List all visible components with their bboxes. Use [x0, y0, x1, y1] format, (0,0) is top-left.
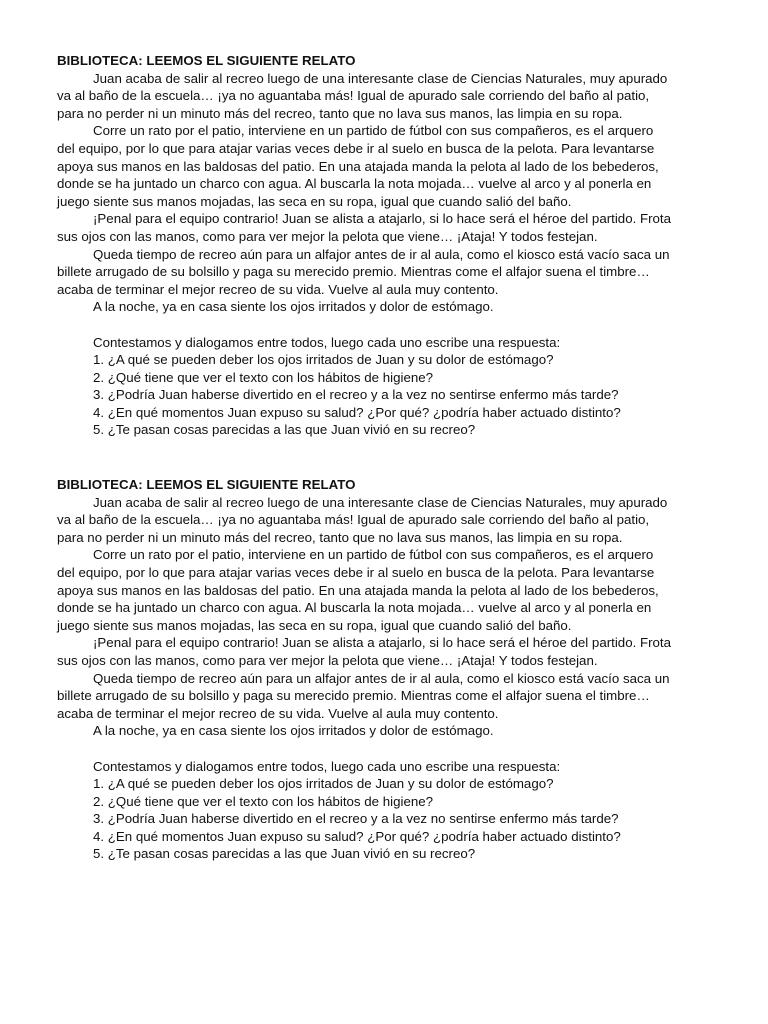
section-title: BIBLIOTECA: LEEMOS EL SIGUIENTE RELATO [57, 53, 356, 68]
question-item: 3. ¿Podría Juan haberse divertido en el recreo y a la vez no sentirse enfermo más tarde? [93, 387, 619, 403]
story-line: para no perder ni un minuto más del recreo, tanto que no lava sus manos, las limpia en su ropa. [57, 105, 623, 121]
question-item: 2. ¿Qué tiene que ver el texto con los hábitos de higiene? [93, 369, 434, 385]
story-line: apoya sus manos en las baldosas del patio. En una atajada manda la pelota al lado de los bebederos, [57, 158, 659, 174]
story-line: A la noche, ya en casa siente los ojos irritados y dolor de estómago. [93, 723, 494, 739]
question-item: 5. ¿Te pasan cosas parecidas a las que Juan vivió en su recreo? [93, 422, 476, 438]
story-line: ¡Penal para el equipo contrario! Juan se alista a atajarlo, si lo hace será el héroe del partido. Frota [93, 635, 672, 651]
story-paragraph [57, 70, 717, 123]
question-item: 5. ¿Te pasan cosas parecidas a las que Juan vivió en su recreo? [93, 846, 476, 862]
story-line: juego siente sus manos mojadas, las seca en su ropa, igual que cuando salió del baño. [57, 617, 572, 633]
story-line: para no perder ni un minuto más del recreo, tanto que no lava sus manos, las limpia en su ropa. [57, 529, 623, 545]
story-line: sus ojos con las manos, como para ver mejor la pelota que viene… ¡Ataja! Y todos festejan. [57, 652, 598, 668]
story-paragraph [57, 298, 717, 316]
story-line: donde se ha juntado un charco con agua. Al buscarla la nota mojada… vuelve al arco y al ponerla en [57, 176, 652, 192]
story-line: Juan acaba de salir al recreo luego de una interesante clase de Ciencias Naturales, muy apurado [93, 70, 668, 86]
story-line: apoya sus manos en las baldosas del patio. En una atajada manda la pelota al lado de los bebederos, [57, 582, 659, 598]
story-line: Corre un rato por el patio, interviene en un partido de fútbol con sus compañeros, es el arquero [93, 123, 654, 139]
question-item: 3. ¿Podría Juan haberse divertido en el recreo y a la vez no sentirse enfermo más tarde? [93, 811, 619, 827]
question-item: 1. ¿A qué se pueden deber los ojos irritados de Juan y su dolor de estómago? [93, 352, 554, 368]
question-list [57, 351, 717, 439]
story-line: billete arrugado de su bolsillo y paga su merecido premio. Mientras come el alfajor suena el timbre… [57, 264, 650, 280]
story-paragraph [57, 122, 717, 210]
story-line: billete arrugado de su bolsillo y paga su merecido premio. Mientras come el alfajor suena el timbre… [57, 688, 650, 704]
story-line: del equipo, por lo que para atajar varias veces debe ir al suelo en busca de la pelota. Para levantarse [57, 140, 655, 156]
story-section-2 [57, 476, 717, 863]
blank-line [57, 740, 717, 758]
story-line: va al baño de la escuela… ¡ya no aguantaba más! Igual de apurado sale corriendo del baño al patio, [57, 88, 650, 104]
story-line: donde se ha juntado un charco con agua. Al buscarla la nota mojada… vuelve al arco y al ponerla en [57, 600, 652, 616]
story-line: A la noche, ya en casa siente los ojos irritados y dolor de estómago. [93, 299, 494, 315]
story-paragraph [57, 722, 717, 740]
blank-line [57, 316, 717, 334]
story-line: sus ojos con las manos, como para ver mejor la pelota que viene… ¡Ataja! Y todos festejan. [57, 228, 598, 244]
story-paragraph [57, 210, 717, 245]
story-paragraph [57, 670, 717, 723]
section-title: BIBLIOTECA: LEEMOS EL SIGUIENTE RELATO [57, 477, 356, 492]
questions-intro: Contestamos y dialogamos entre todos, luego cada uno escribe una respuesta: [93, 758, 561, 774]
story-line: va al baño de la escuela… ¡ya no aguantaba más! Igual de apurado sale corriendo del baño al patio, [57, 512, 650, 528]
story-line: Queda tiempo de recreo aún para un alfajor antes de ir al aula, como el kiosco está vacío saca un [93, 246, 670, 262]
questions-intro: Contestamos y dialogamos entre todos, luego cada uno escribe una respuesta: [93, 334, 561, 350]
story-line: Queda tiempo de recreo aún para un alfajor antes de ir al aula, como el kiosco está vacío saca un [93, 670, 670, 686]
story-paragraph [57, 494, 717, 547]
story-line: ¡Penal para el equipo contrario! Juan se alista a atajarlo, si lo hace será el héroe del partido. Frota [93, 211, 672, 227]
story-line: acaba de terminar el mejor recreo de su vida. Vuelve al aula muy contento. [57, 281, 499, 297]
story-section-1 [57, 52, 717, 439]
story-text [57, 70, 717, 316]
question-list [57, 775, 717, 863]
story-line: juego siente sus manos mojadas, las seca en su ropa, igual que cuando salió del baño. [57, 193, 572, 209]
question-item: 1. ¿A qué se pueden deber los ojos irritados de Juan y su dolor de estómago? [93, 776, 554, 792]
story-paragraph [57, 634, 717, 669]
question-item: 4. ¿En qué momentos Juan expuso su salud? ¿Por qué? ¿podría haber actuado distinto? [93, 404, 621, 420]
story-line: acaba de terminar el mejor recreo de su vida. Vuelve al aula muy contento. [57, 705, 499, 721]
question-item: 2. ¿Qué tiene que ver el texto con los hábitos de higiene? [93, 793, 434, 809]
story-line: Juan acaba de salir al recreo luego de una interesante clase de Ciencias Naturales, muy apurado [93, 494, 668, 510]
story-line: Corre un rato por el patio, interviene en un partido de fútbol con sus compañeros, es el arquero [93, 547, 654, 563]
story-text [57, 494, 717, 740]
story-paragraph [57, 246, 717, 299]
story-paragraph [57, 546, 717, 634]
story-line: del equipo, por lo que para atajar varias veces debe ir al suelo en busca de la pelota. Para levantarse [57, 564, 655, 580]
question-item: 4. ¿En qué momentos Juan expuso su salud? ¿Por qué? ¿podría haber actuado distinto? [93, 828, 621, 844]
